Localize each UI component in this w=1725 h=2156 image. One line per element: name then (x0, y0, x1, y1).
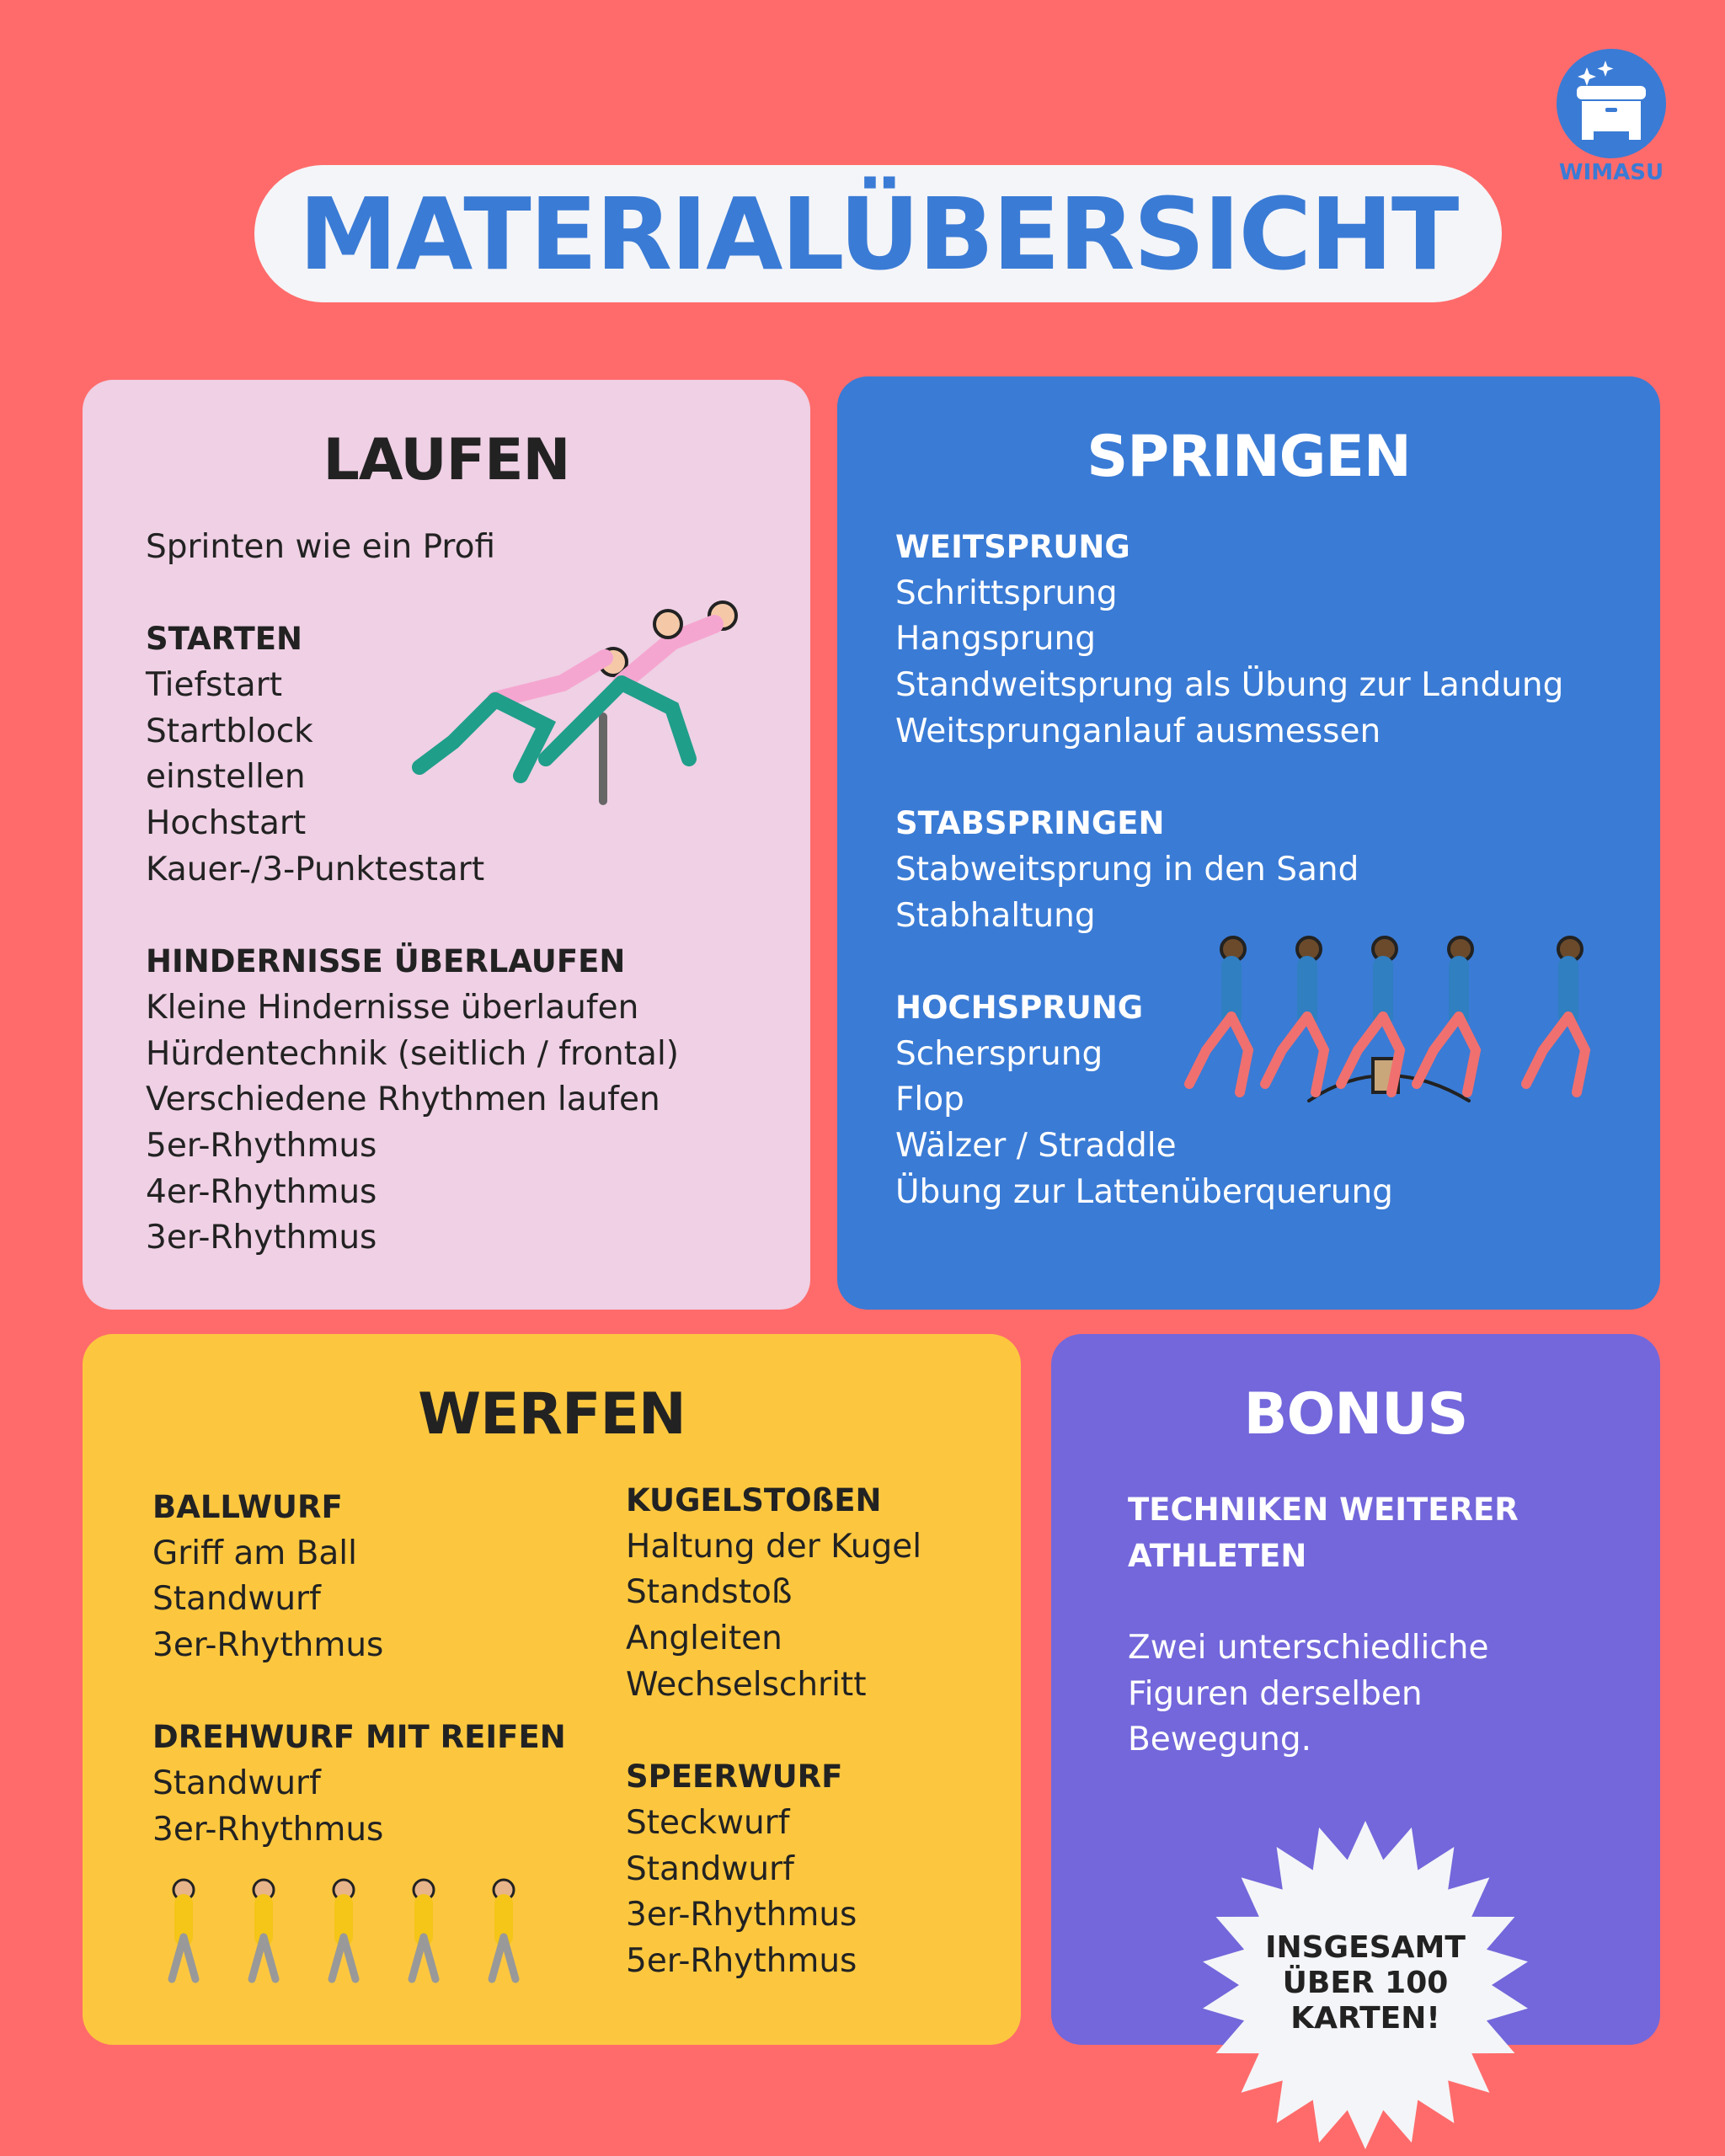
section-title: TECHNIKEN WEITERER (1128, 1492, 1519, 1528)
list-item: Hochstart (146, 804, 307, 843)
section-title: HOCHSPRUNG (895, 989, 1144, 1026)
list-item: Tiefstart (146, 666, 283, 705)
list-item: Stabweitsprung in den Sand (895, 850, 1359, 889)
list-item: Übung zur Lattenüberquerung (895, 1172, 1393, 1211)
section-title: HINDERNISSE ÜBERLAUFEN (146, 943, 626, 980)
list-item: Hürdentechnik (seitlich / frontal) (146, 1034, 679, 1073)
text-line: Bewegung. (1128, 1721, 1311, 1759)
list-item: 3er-Rhythmus (626, 1896, 857, 1935)
text-line: Zwei unterschiedliche (1128, 1629, 1489, 1668)
bonus-text (1128, 1487, 1519, 1764)
high-jump-illustration (1183, 932, 1621, 1134)
thrower-illustration (150, 1839, 554, 1991)
badge-line: ÜBER 100 (1282, 1966, 1449, 2000)
section-title: WEITSPRUNG (895, 529, 1130, 565)
badge-text (1231, 1930, 1500, 2036)
list-item: 5er-Rhythmus (626, 1941, 857, 1980)
sprinter-illustration (369, 590, 765, 809)
werfen-right-column (626, 1478, 921, 1985)
list-item: 4er-Rhythmus (146, 1172, 377, 1211)
brand-name: WIMASU (1558, 160, 1664, 185)
card-heading: BONUS (1243, 1381, 1468, 1448)
list-item: Standstoß (626, 1573, 793, 1612)
list-item: Hangsprung (895, 620, 1096, 659)
list-item: einstellen (146, 758, 306, 797)
list-item: Flop (895, 1081, 964, 1119)
section-title: STARTEN (146, 621, 302, 658)
list-item: Standweitsprung als Übung zur Landung (895, 666, 1564, 705)
section-title: KUGELSTOßEN (626, 1482, 882, 1518)
section-title: BALLWURF (152, 1489, 343, 1525)
list-item: Weitsprunganlauf ausmessen (895, 712, 1381, 750)
list-item: 3er-Rhythmus (152, 1626, 384, 1665)
list-item: Startblock (146, 712, 313, 750)
list-item: Wechselschritt (626, 1665, 867, 1704)
card-heading: WERFEN (418, 1381, 686, 1448)
brand-logo (1557, 49, 1666, 158)
badge-line: INSGESAMT (1265, 1930, 1466, 1965)
list-item: Standwurf (152, 1580, 321, 1619)
title-banner (254, 165, 1502, 302)
storage-box-sparkle-icon (1557, 49, 1666, 158)
card-springen (837, 376, 1660, 1310)
badge-line: KARTEN! (1290, 2001, 1440, 2036)
list-item: Kauer-/3-Punktestart (146, 850, 485, 889)
list-item: 3er-Rhythmus (152, 1810, 384, 1849)
list-item: Kleine Hindernisse überlaufen (146, 988, 639, 1027)
werfen-left-column (152, 1485, 566, 1854)
section-title: DREHWURF MIT REIFEN (152, 1719, 566, 1756)
card-heading: LAUFEN (323, 427, 570, 494)
card-heading: SPRINGEN (1087, 424, 1411, 490)
list-item: Wälzer / Straddle (895, 1126, 1177, 1165)
section-title: ATHLETEN (1128, 1537, 1307, 1574)
list-item: Griff am Ball (152, 1534, 357, 1572)
intro-text: Sprinten wie ein Profi (146, 528, 496, 566)
page-title: MATERIALÜBERSICHT (298, 175, 1458, 292)
list-item: 3er-Rhythmus (146, 1219, 377, 1257)
list-item: 5er-Rhythmus (146, 1126, 377, 1165)
list-item: Angleiten (626, 1620, 782, 1658)
card-werfen (83, 1334, 1021, 2045)
list-item: Haltung der Kugel (626, 1527, 922, 1566)
section-title: STABSPRINGEN (895, 805, 1165, 842)
card-laufen (83, 380, 810, 1310)
list-item: Steckwurf (626, 1803, 790, 1842)
list-item: Standwurf (626, 1849, 794, 1888)
list-item: Verschiedene Rhythmen laufen (146, 1081, 660, 1119)
section-title: SPEERWURF (626, 1758, 843, 1796)
list-item: Schersprung (895, 1034, 1103, 1073)
text-line: Figuren derselben (1128, 1674, 1423, 1713)
list-item: Stabhaltung (895, 896, 1096, 935)
list-item: Standwurf (152, 1764, 321, 1803)
list-item: Schrittsprung (895, 574, 1118, 612)
